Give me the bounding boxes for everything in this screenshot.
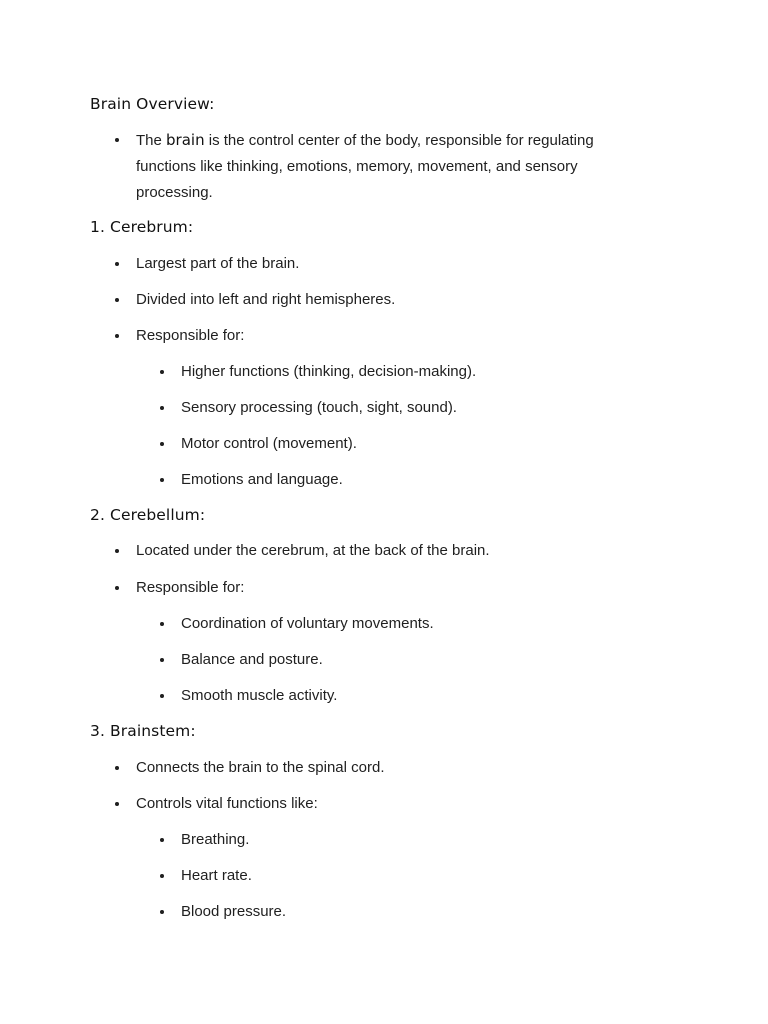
- intro-keyword: brain: [166, 131, 205, 149]
- list-item: Divided into left and right hemispheres.: [136, 291, 396, 308]
- bullet: [160, 370, 164, 374]
- list-item: Largest part of the brain.: [136, 255, 300, 272]
- sub-list-item: Smooth muscle activity.: [181, 687, 338, 704]
- overview-intro: [136, 127, 656, 206]
- sub-list-item: Emotions and language.: [181, 471, 343, 488]
- bullet: [115, 549, 119, 553]
- bullet: [160, 874, 164, 878]
- sub-list-item: Higher functions (thinking, decision-making).: [181, 363, 477, 380]
- bullet: [160, 658, 164, 662]
- section-heading-brainstem: 3. Brainstem:: [90, 722, 196, 740]
- list-item: Located under the cerebrum, at the back of the brain.: [136, 542, 490, 559]
- bullet: [115, 138, 119, 142]
- list-item: Controls vital functions like:: [136, 795, 318, 812]
- intro-text-before: The: [136, 132, 167, 149]
- list-item: Responsible for:: [136, 327, 245, 344]
- bullet: [115, 262, 119, 266]
- bullet: [160, 622, 164, 626]
- section-heading-overview: Brain Overview:: [90, 95, 215, 113]
- bullet: [160, 838, 164, 842]
- bullet: [160, 478, 164, 482]
- section-heading-cerebellum: 2. Cerebellum:: [90, 506, 206, 524]
- sub-list-item: Sensory processing (touch, sight, sound).: [181, 399, 457, 416]
- section-heading-cerebrum: 1. Cerebrum:: [90, 218, 194, 236]
- bullet: [160, 442, 164, 446]
- list-item: Responsible for:: [136, 579, 245, 596]
- bullet: [115, 334, 119, 338]
- intro-text-after: is the control center of the body, responsible for regulating functions like thinking, emotions, memory, movement, and sensory processing.: [136, 132, 594, 201]
- bullet: [115, 298, 119, 302]
- bullet: [115, 802, 119, 806]
- bullet: [115, 586, 119, 590]
- sub-list-item: Heart rate.: [181, 867, 252, 884]
- bullet: [160, 694, 164, 698]
- sub-list-item: Breathing.: [181, 831, 250, 848]
- bullet: [115, 766, 119, 770]
- sub-list-item: Balance and posture.: [181, 651, 323, 668]
- list-item: Connects the brain to the spinal cord.: [136, 759, 385, 776]
- sub-list-item: Motor control (movement).: [181, 435, 357, 452]
- bullet: [160, 910, 164, 914]
- bullet: [160, 406, 164, 410]
- sub-list-item: Coordination of voluntary movements.: [181, 615, 434, 632]
- sub-list-item: Blood pressure.: [181, 903, 287, 920]
